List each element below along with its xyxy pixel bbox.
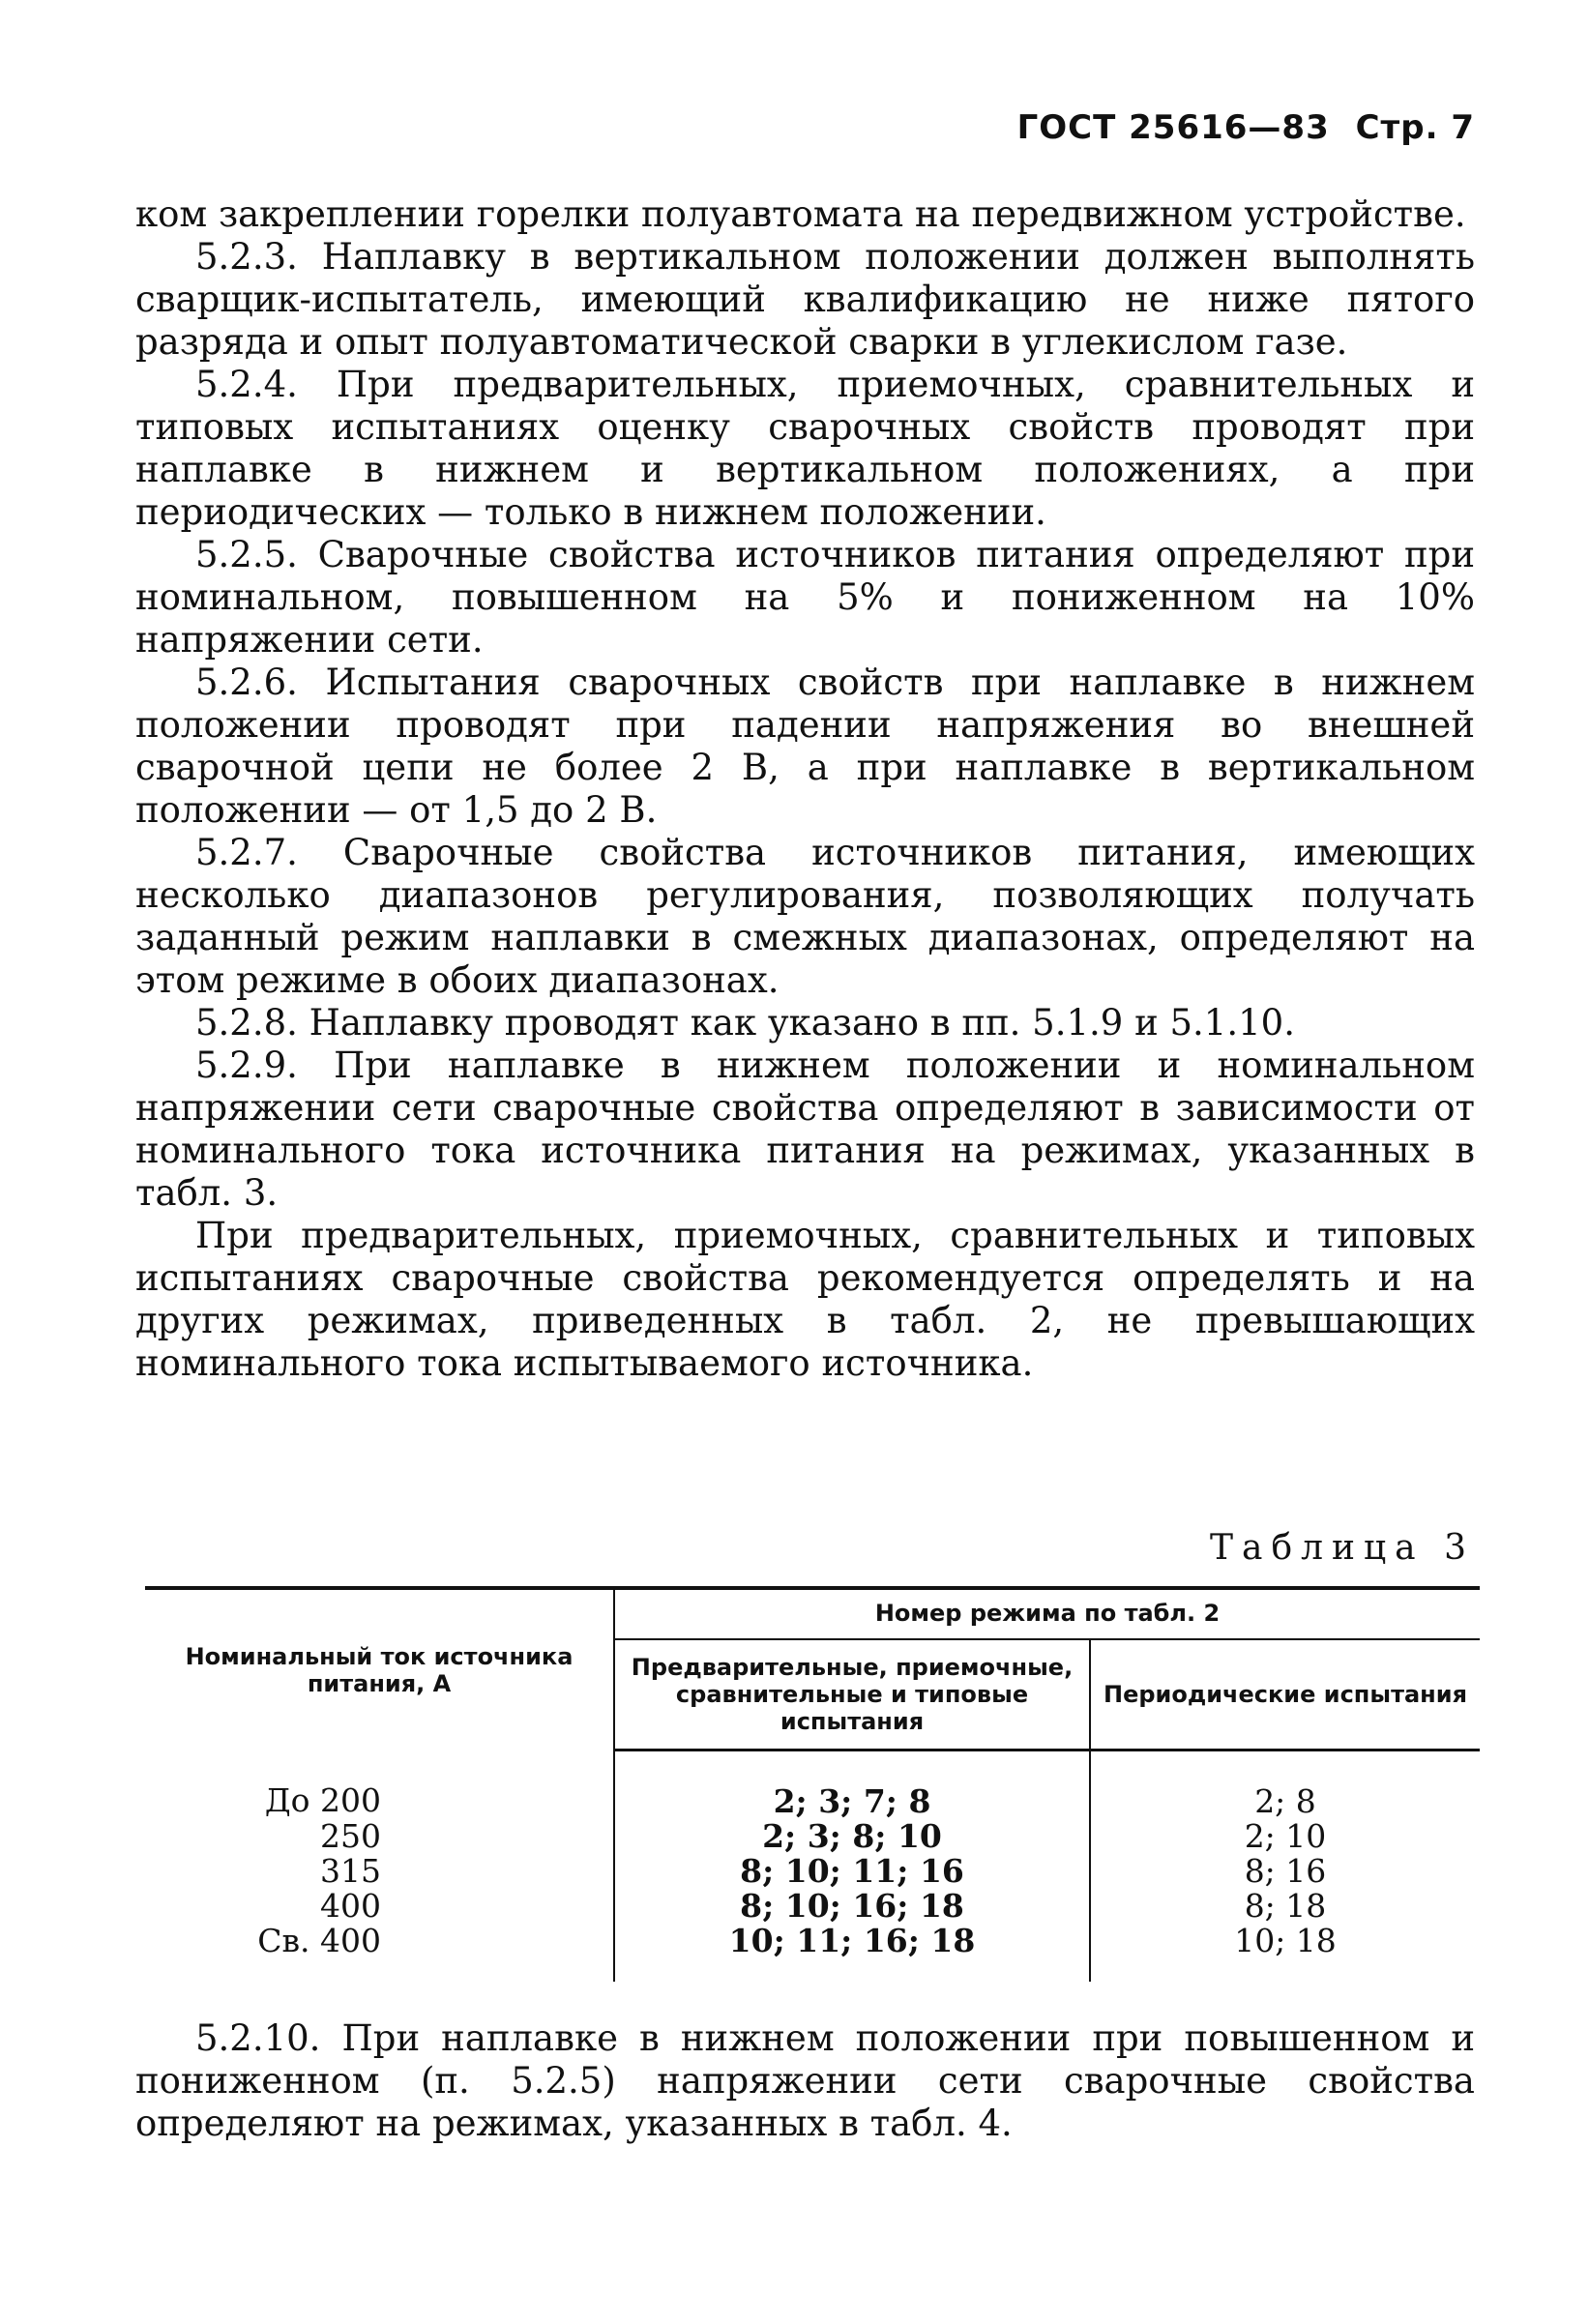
cell-preliminary: 8; 10; 16; 18 (614, 1889, 1090, 1924)
header-mode-number: Номер режима по табл. 2 (614, 1590, 1480, 1639)
cell-periodic: 10; 18 (1234, 1922, 1337, 1959)
table-3 (145, 1586, 1480, 1982)
table-row (145, 1924, 1480, 1982)
paragraph-5-2-9-note: При предварительных, приемочных, сравнительных и типовых испытаниях сварочные свойства рекомендуется определять и на других режимах, приведенных в табл. 2, не превышающих номинального тока испытываемого источника. (135, 1215, 1475, 1384)
modes-table (145, 1590, 1480, 1982)
paragraph-5-2-3: 5.2.3. Наплавку в вертикальном положении должен выполнять сварщик-испытатель, имеющий квалификацию не ниже пятого разряда и опыт полуавтоматической сварки в углекислом газе. (135, 236, 1475, 363)
table-row (145, 1854, 1480, 1889)
cell-periodic: 2; 10 (1244, 1817, 1327, 1855)
body-text (135, 193, 1475, 1385)
body-text-after-table (135, 2017, 1475, 2145)
header-periodic-tests: Периодические испытания (1090, 1639, 1480, 1750)
paragraph-5-2-5: 5.2.5. Сварочные свойства источников питания определяют при номинальном, повышенном на 5% и пониженном на 10% напряжении сети. (135, 534, 1475, 661)
paragraph-5-2-4: 5.2.4. При предварительных, приемочных, сравнительных и типовых испытаниях оценку сварочных свойств проводят при наплавке в нижнем и вертикальном положениях, а при периодических — только в нижнем положении. (135, 364, 1475, 533)
table-row (145, 1889, 1480, 1924)
standard-number: ГОСТ 25616—83 (1016, 108, 1330, 147)
paragraph-continuation: ком закреплении горелки полуавтомата на передвижном устройстве. (135, 193, 1466, 235)
cell-current: 400 (145, 1889, 614, 1924)
cell-current: 250 (145, 1819, 614, 1854)
cell-current: 315 (145, 1854, 614, 1889)
page-header (1004, 108, 1475, 147)
cell-current: До 200 (145, 1750, 614, 1820)
paragraph-5-2-6: 5.2.6. Испытания сварочных свойств при наплавке в нижнем положении проводят при падении напряжения во внешней сварочной цепи не более 2 В, а при наплавке в вертикальном положении — от 1,5 до 2 В. (135, 662, 1475, 831)
cell-periodic: 2; 8 (1254, 1782, 1316, 1820)
header-nominal-current: Номинальный ток источника питания, А (145, 1590, 614, 1750)
paragraph-5-2-9: 5.2.9. При наплавке в нижнем положении и номинальном напряжении сети сварочные свойства определяют в зависимости от номинального тока источника питания на режимах, указанных в табл. 3. (135, 1044, 1475, 1214)
header-preliminary-tests: Предварительные, приемочные, сравнительные и типовые испытания (614, 1639, 1090, 1750)
table-row (145, 1819, 1480, 1854)
cell-preliminary: 8; 10; 11; 16 (614, 1854, 1090, 1889)
cell-preliminary: 2; 3; 7; 8 (614, 1750, 1090, 1820)
cell-preliminary: 2; 3; 8; 10 (614, 1819, 1090, 1854)
paragraph-5-2-10: 5.2.10. При наплавке в нижнем положении при повышенном и пониженном (п. 5.2.5) напряжении сети сварочные свойства определяют на режимах, указанных в табл. 4. (135, 2017, 1475, 2144)
cell-periodic: 8; 18 (1244, 1887, 1327, 1925)
cell-preliminary: 10; 11; 16; 18 (614, 1924, 1090, 1982)
table-caption: Таблица 3 (1210, 1528, 1475, 1568)
cell-current: Св. 400 (145, 1924, 614, 1982)
paragraph-5-2-7: 5.2.7. Сварочные свойства источников питания, имеющих несколько диапазонов регулирования, позволяющих получать заданный режим наплавки в смежных диапазонах, определяют на этом режиме в обоих диапазонах. (135, 832, 1475, 1001)
paragraph-5-2-8: 5.2.8. Наплавку проводят как указано в пп. 5.1.9 и 5.1.10. (195, 1002, 1295, 1044)
cell-periodic: 8; 16 (1244, 1852, 1327, 1890)
page-number: Стр. 7 (1355, 108, 1475, 147)
table-row (145, 1750, 1480, 1820)
